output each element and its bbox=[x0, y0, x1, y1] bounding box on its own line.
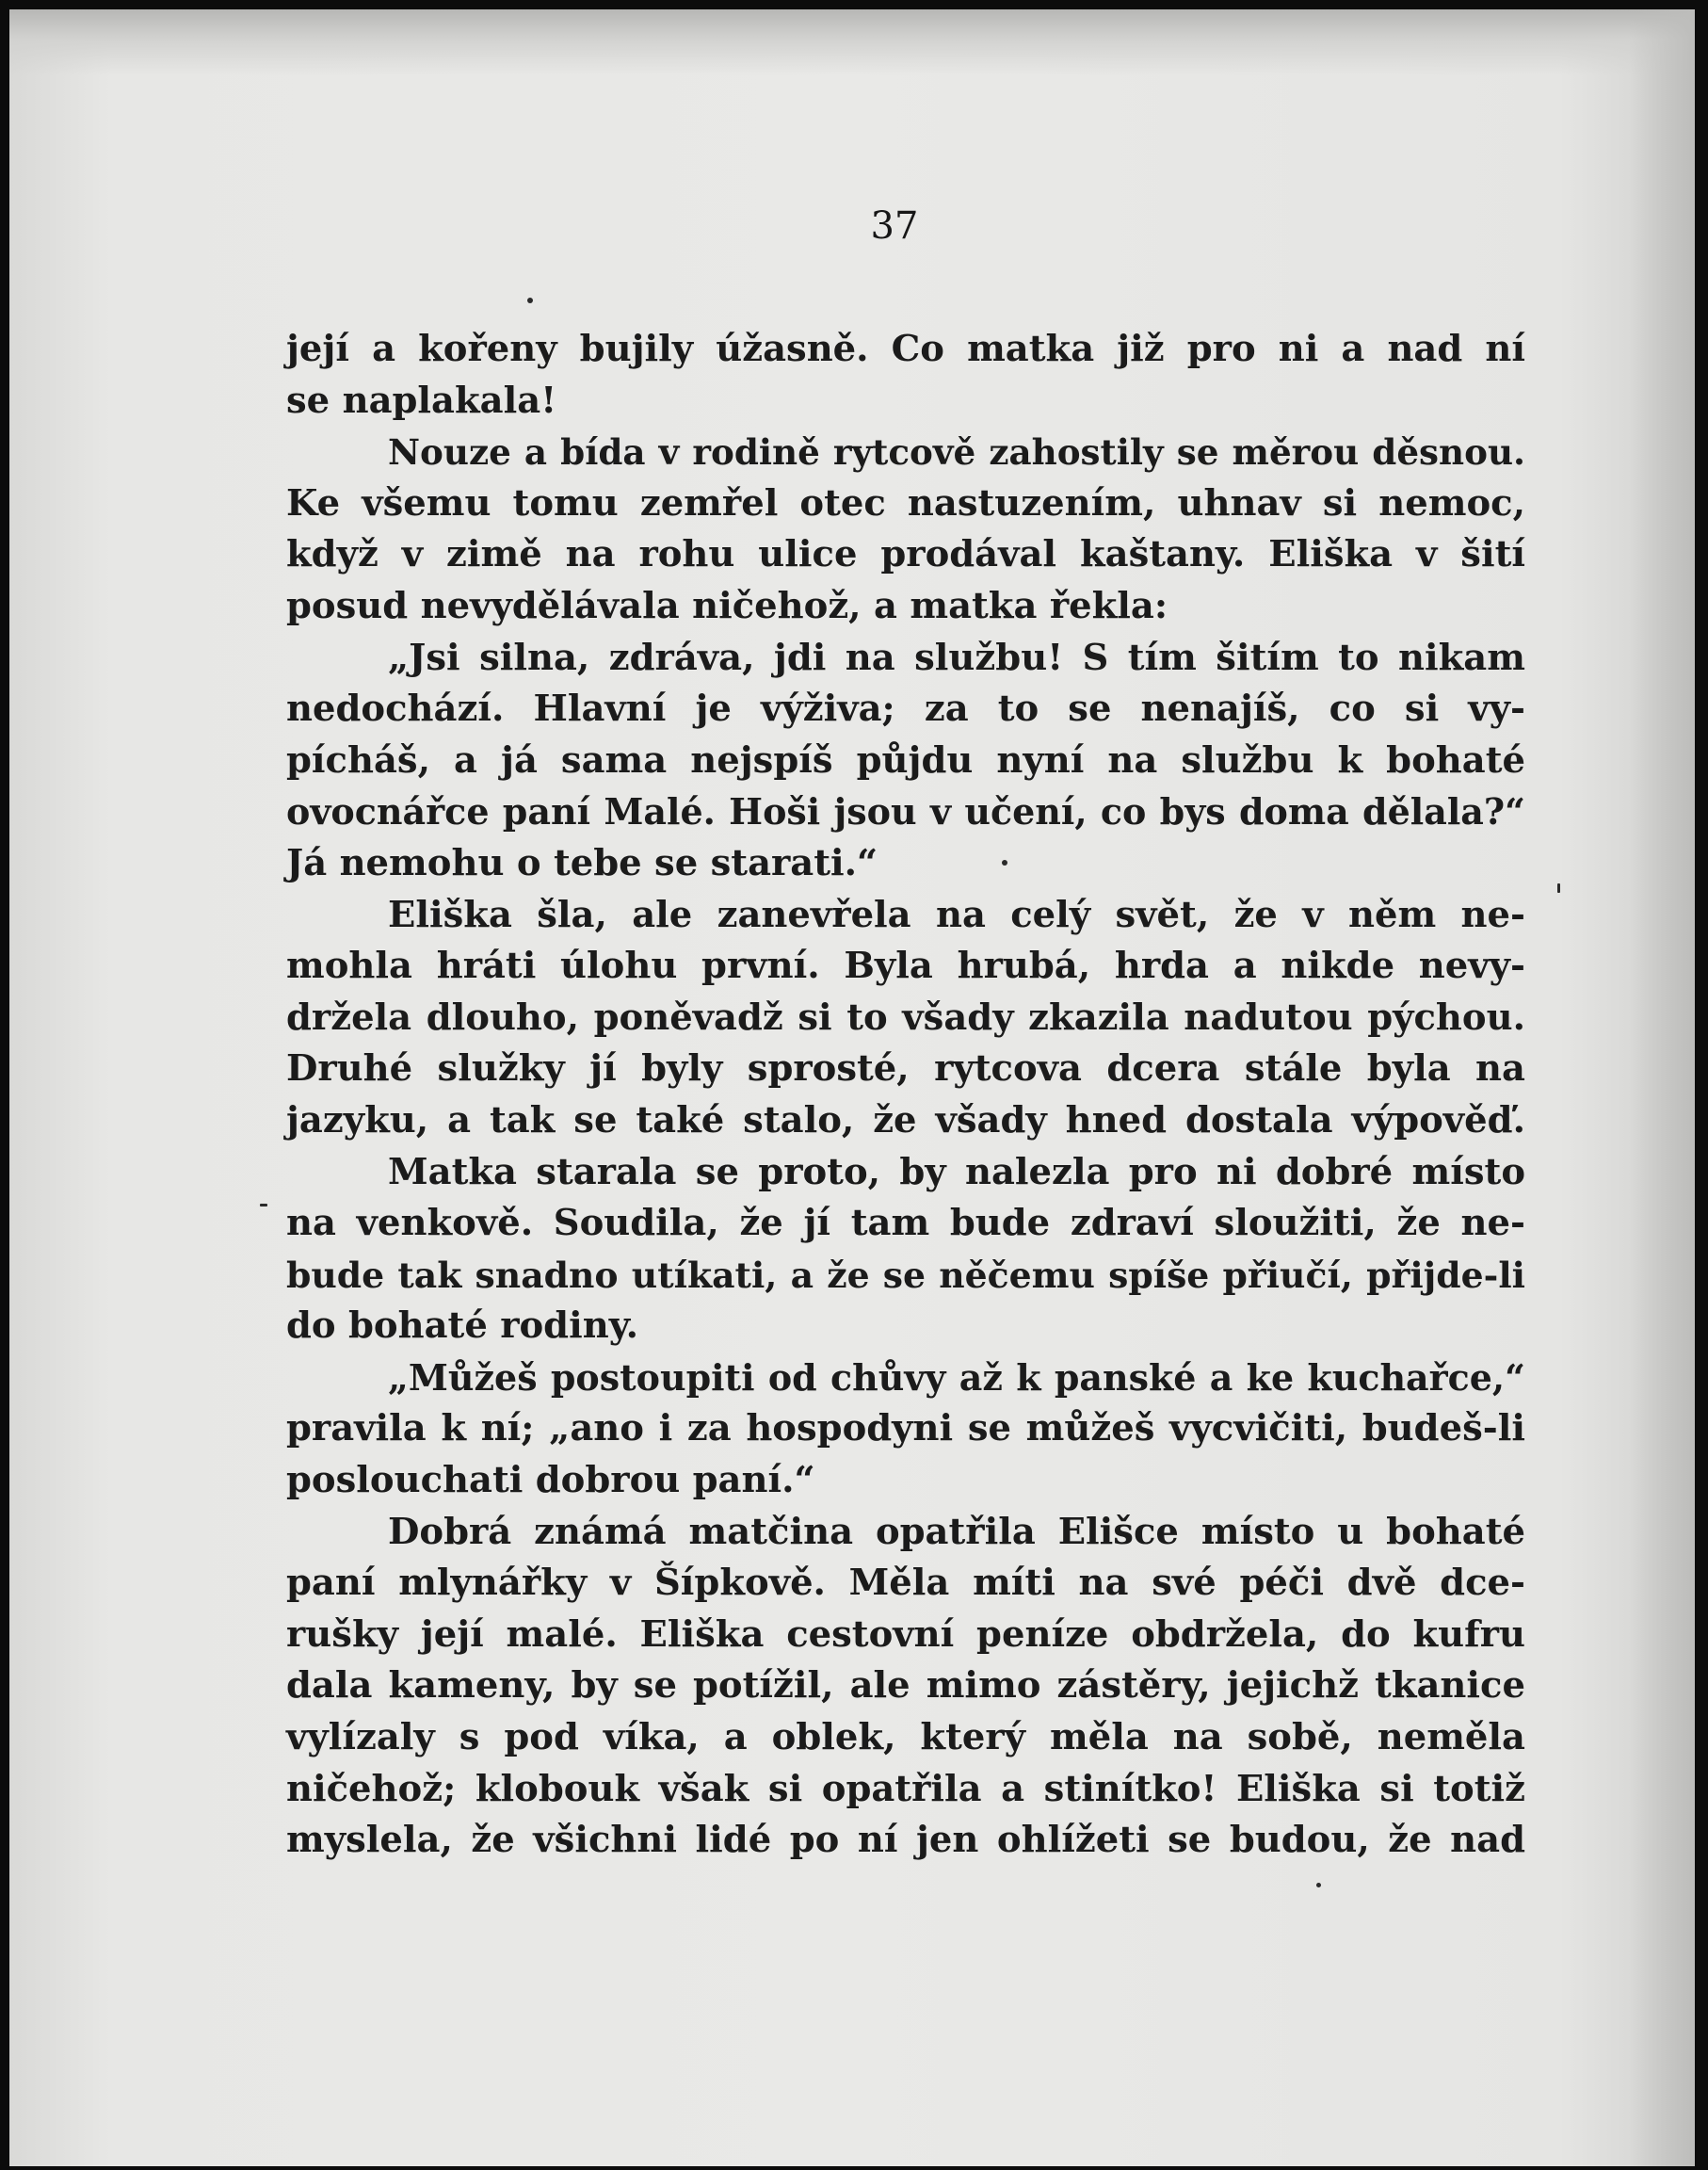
print-speck bbox=[260, 1204, 267, 1206]
text-line: do bohaté rodiny. bbox=[286, 1304, 639, 1348]
scan-shadow-top bbox=[9, 9, 1695, 75]
text-line: držela dlouho, poněvadž si to všady zkazila nadutou pýchou. bbox=[286, 996, 1525, 1039]
text-line: Dobrá známá matčina opatřila Elišce místo u bohaté bbox=[388, 1510, 1525, 1553]
text-line: rušky její malé. Eliška cestovní peníze obdržela, do kufru bbox=[286, 1612, 1525, 1656]
text-line: mohla hráti úlohu první. Byla hrubá, hrda a nikde nevy- bbox=[286, 945, 1525, 988]
text-line: bude tak snadno utíkati, a že se něčemu spíše přiučí, přijde-li bbox=[286, 1254, 1525, 1296]
text-line: na venkově. Soudila, že jí tam bude zdraví sloužiti, že ne- bbox=[286, 1202, 1525, 1245]
book-page bbox=[9, 9, 1695, 2166]
text-line: „Jsi silna, zdráva, jdi na službu! S tím šitím to nikam bbox=[388, 636, 1525, 679]
text-line: Druhé služky jí byly sprosté, rytcova dcera stále byla na bbox=[286, 1047, 1525, 1091]
text-line: Eliška šla, ale zanevřela na celý svět, že v něm ne- bbox=[388, 893, 1525, 936]
text-line: „Můžeš postoupiti od chůvy až k panské a ke kuchařce,“ bbox=[388, 1355, 1525, 1399]
text-line: jazyku, a tak se také stalo, že všady hned dostala výpověď. bbox=[286, 1098, 1525, 1142]
print-speck bbox=[527, 298, 533, 303]
text-line: Nouze a bída v rodině rytcově zahostily se měrou děsnou. bbox=[388, 431, 1525, 474]
text-line: pravila k ní; „ano i za hospodyni se můžeš vycvičiti, budeš-li bbox=[286, 1407, 1525, 1450]
text-line: Ke všemu tomu zemřel otec nastuzením, uhnav si nemoc, bbox=[286, 481, 1525, 525]
text-line: její a kořeny bujily úžasně. Co matka již pro ni a nad ní bbox=[286, 328, 1525, 370]
text-line: Matka starala se proto, by nalezla pro ni dobré místo bbox=[388, 1150, 1525, 1193]
text-line: pícháš, a já sama nejspíš půjdu nyní na službu k bohaté bbox=[286, 738, 1525, 782]
text-line: myslela, že všichni lidé po ní jen ohlížeti se budou, že nad bbox=[286, 1819, 1525, 1862]
body-text bbox=[286, 324, 1525, 1867]
scan-shadow-right bbox=[1629, 9, 1695, 2166]
text-line: když v zimě na rohu ulice prodával kaštany. Eliška v šití bbox=[286, 533, 1525, 576]
text-line: paní mlynářky v Šípkově. Měla míti na své péči dvě dce- bbox=[286, 1562, 1525, 1605]
text-line: vylízaly s pod víka, a oblek, který měla na sobě, neměla bbox=[286, 1716, 1525, 1759]
text-line: Já nemohu o tebe se starati.“ bbox=[286, 841, 878, 884]
text-line: nedochází. Hlavní je výživa; za to se nenajíš, co si vy- bbox=[286, 688, 1525, 731]
print-speck bbox=[1002, 860, 1007, 866]
text-line: ovocnářce paní Malé. Hoši jsou v učení, co bys doma dělala?“ bbox=[286, 790, 1525, 834]
text-line: se naplakala! bbox=[286, 379, 557, 422]
text-line: posud nevydělávala ničehož, a matka řekla: bbox=[286, 584, 1168, 627]
print-speck bbox=[1557, 883, 1560, 893]
text-line: ničehož; klobouk však si opatřila a stinítko! Eliška si totiž bbox=[286, 1767, 1525, 1810]
page-number: 37 bbox=[870, 204, 919, 248]
text-line: poslouchati dobrou paní.“ bbox=[286, 1459, 815, 1502]
print-speck bbox=[1316, 1883, 1321, 1887]
text-line: dala kameny, by se potížil, ale mimo zástěry, jejichž tkanice bbox=[286, 1664, 1525, 1708]
